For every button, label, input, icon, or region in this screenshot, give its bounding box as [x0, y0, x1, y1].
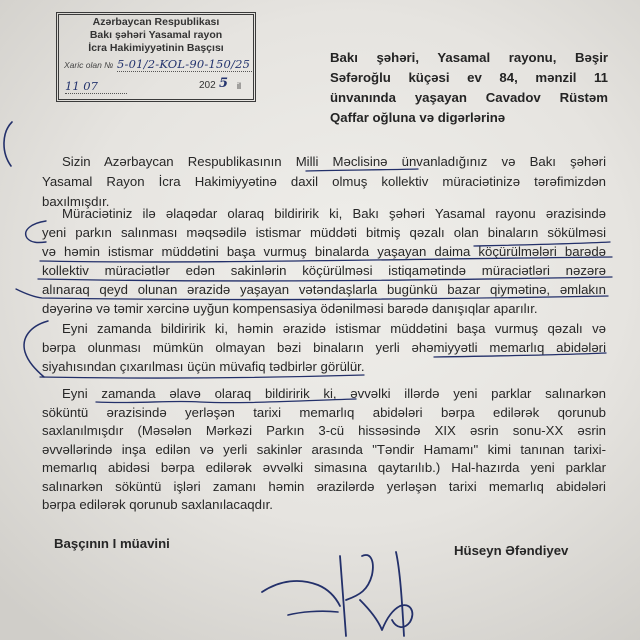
stamp-year-printed: 202: [199, 80, 216, 91]
stamp-year-handwritten: 5: [219, 76, 229, 91]
stamp-date-row: [59, 77, 253, 93]
paragraph-2-line-2: yeni parkın salınması məqsədilə istismar müddəti bitmiş qəzalı olan binaların sökülməsi: [42, 225, 606, 240]
paragraph-4-line-5: memarlıq abidəsi bərpa edilərək əvvəlki simasına qaytarılıb.) Hal-hazırda yeni parklar: [42, 460, 606, 475]
stamp-number-row: [59, 57, 253, 73]
stamp-district: Bakı şəhəri Yasamal rayon: [89, 29, 223, 41]
stamp-year-suffix: il: [237, 81, 241, 91]
recipient-line-4: Qaffar oğluna və digərlərinə: [330, 110, 506, 125]
paragraph-1-line-2: Yasamal Rayon İcra Hakimiyyətinə daxil olmuş kollektiv müraciətinizə tərəfimizdən: [42, 174, 606, 189]
paragraph-2-line-3: və həmin istismar müddətini başa vurmuş binalarda yaşayan daima köçürülmələri barədə: [42, 244, 606, 259]
paragraph-2: [42, 204, 606, 318]
paragraph-4-line-6: salınarkən söküntü işləri zamanı həmin ərazilərdə yerləşən tarixi memarlıq abidələri: [42, 478, 606, 494]
paragraph-3-line-2: bərpa olunması mümkün olmayan bəzi binaların yerli əhəmiyyətli memarlıq abidələri: [42, 340, 606, 355]
paragraph-3-line-3: siyahısından çıxarılması üçün müvafiq tədbirlər görülür.: [42, 359, 365, 374]
paragraph-2-line-4: kollektiv müraciətlər edən sakinlərin köçürülməsi istiqamətində müraciətləri nəzərə: [42, 263, 606, 278]
paragraph-3-line-1: Eyni zamanda bildiririk ki, həmin ərazidə istismar müddətini başa vurmuş qəzalı və: [62, 321, 606, 336]
handwritten-signature: [262, 552, 412, 636]
registration-stamp: [56, 12, 256, 102]
paragraph-2-line-6: dəyərinə və təmir xərcinə uyğun kompensasiya ödənilməsi barədə danışıqlar aparılır.: [42, 301, 538, 316]
paragraph-4: [42, 385, 606, 515]
stamp-number-label: Xaric olan №: [64, 60, 114, 70]
recipient-address: [330, 48, 608, 128]
paragraph-1: [42, 152, 606, 212]
stamp-date-handwritten: 11 07: [65, 79, 127, 94]
paragraph-1-line-3: baxılmışdır.: [42, 194, 110, 209]
margin-mark-top: [4, 122, 12, 166]
stamp-number-handwritten: 5-01/2-KOL-90-150/25: [117, 57, 251, 71]
recipient-line-2: Səfəroğlu küçəsi ev 84, mənzil 11: [330, 70, 608, 85]
paragraph-4-line-1: Eyni zamanda əlavə olaraq bildiririk ki, əvvəlki illərdə yeni parklar salınarkən: [62, 386, 606, 401]
paragraph-4-line-2: söküntü ərazisində yerləşən tarixi memarlıq abidələri bərpa edilərək qorunub: [42, 404, 606, 420]
stamp-authority: İcra Hakimiyyətinin Başçısı: [88, 42, 224, 54]
signatory-name: Hüseyn Əfəndiyev: [454, 543, 569, 558]
stamp-country: Azərbaycan Respublikası: [92, 16, 220, 28]
paragraph-4-line-4: əvvəllərində inşa edilən və yerli sakinlər arasında "Təndir Hamamı" kimi tanınan tarixi-: [42, 441, 606, 457]
paragraph-1-line-1: Sizin Azərbaycan Respublikasının Milli Məclisinə ünvanladığınız və Bakı şəhəri: [62, 154, 606, 169]
recipient-line-3: ünvanında yaşayan Cavadov Rüstəm: [330, 90, 608, 105]
paragraph-2-line-5: alınaraq qeyd olunan ərazidə yaşayan vətəndaşlarla bugünkü bazar qiymətinə, əmlakın: [42, 282, 606, 297]
paragraph-4-line-3: saxlanılmışdır (Məsələn Mərkəzi Parkın 3-cü hissəsində XIX əsrin sonu-XX əsrin: [42, 423, 606, 438]
paragraph-2-line-1: Müraciətiniz ilə əlaqədar olaraq bildiririk ki, Bakı şəhəri Yasamal rayonu ərazisində: [62, 206, 606, 221]
signatory-title: Başçının I müavini: [54, 536, 170, 551]
recipient-line-1: Bakı şəhəri, Yasamal rayonu, Bəşir: [330, 50, 608, 65]
paragraph-3: [42, 319, 606, 376]
paragraph-4-line-7: bərpa edilərək qorunub saxlanılacaqdır.: [42, 497, 273, 512]
